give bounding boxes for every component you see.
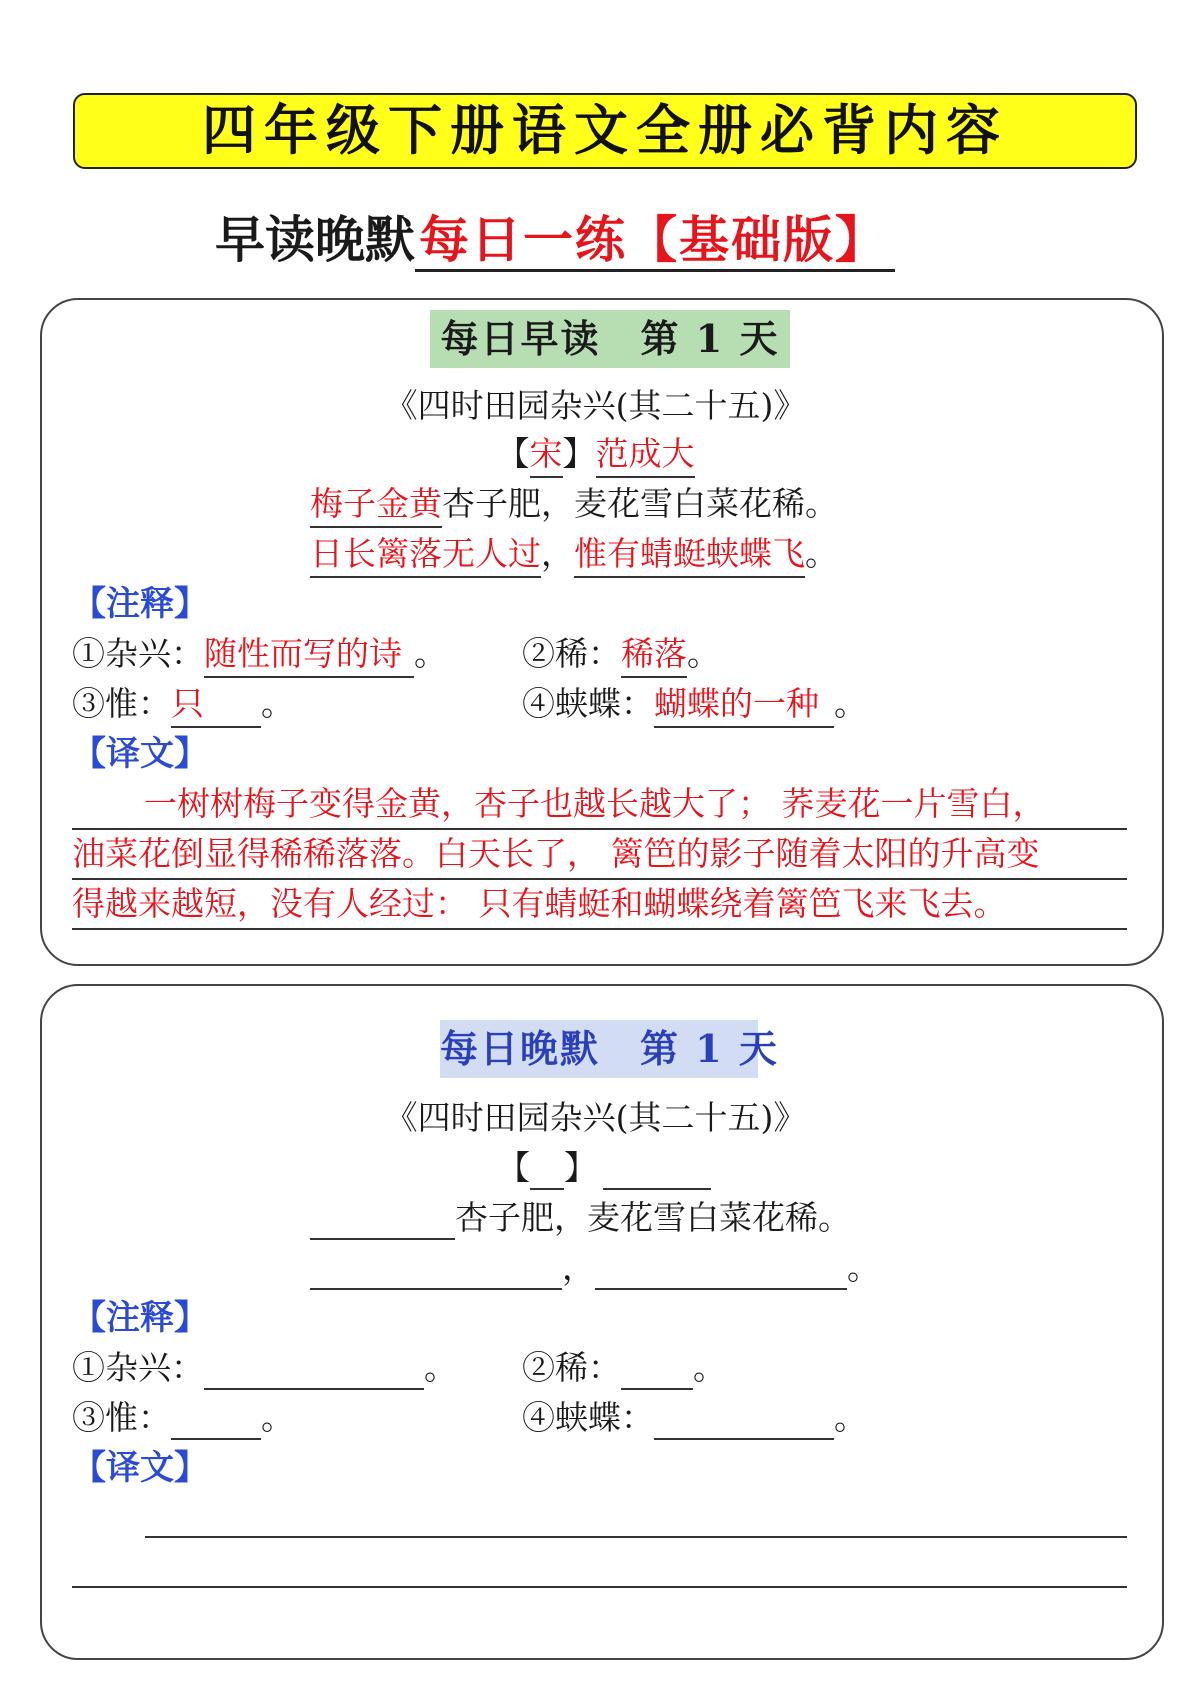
- note-4-label: ④蛱蝶：: [522, 1398, 654, 1437]
- note-2-period: 。: [693, 1348, 726, 1387]
- page-title-banner: 四年级下册语文全册必背内容: [73, 93, 1137, 169]
- morning-note-4: [522, 682, 867, 728]
- evening-poem-title: 《四时田园杂兴(其二十五)》: [384, 1098, 807, 1137]
- note-2-period: 。: [687, 634, 720, 673]
- note-3-period: 。: [261, 1398, 294, 1437]
- poem-line-1-blank[interactable]: [310, 1202, 455, 1240]
- evening-note-2: [522, 1346, 726, 1390]
- dynasty-blank[interactable]: [530, 1152, 564, 1190]
- note-2-answer: 稀落: [621, 632, 687, 678]
- note-1-label: ①杂兴：: [72, 634, 204, 673]
- note-2-label: ②稀：: [522, 1348, 621, 1387]
- poem-line-1-rest: 杏子肥，麦花雪白菜花稀。: [455, 1198, 851, 1237]
- morning-poem-line-2: [310, 532, 838, 578]
- translation-line: 一树树梅子变得金黄，杏子也越长越大了； 荞麦花一片雪白，: [72, 780, 1127, 830]
- translation-write-line[interactable]: [145, 1536, 1127, 1538]
- note-1-label: ①杂兴：: [72, 1348, 204, 1387]
- note-3-label: ③惟：: [72, 684, 171, 723]
- dynasty-open: 【: [496, 434, 530, 473]
- morning-author-line: [0, 432, 1191, 478]
- evening-note-1: [72, 1346, 457, 1390]
- morning-note-2: [522, 632, 720, 678]
- morning-poem-title: 《四时田园杂兴(其二十五)》: [384, 386, 807, 425]
- poem-line-1-rest: 杏子肥，麦花雪白菜花稀。: [442, 484, 838, 523]
- note-2-blank[interactable]: [621, 1352, 693, 1390]
- morning-notes-heading: 【注释】: [72, 584, 208, 624]
- evening-notes-heading: 【注释】: [72, 1298, 208, 1338]
- note-4-blank[interactable]: [654, 1402, 834, 1440]
- note-1-period: 。: [424, 1348, 457, 1387]
- poem-line-2-period: 。: [847, 1248, 880, 1287]
- morning-note-3: [72, 682, 294, 728]
- morning-translation: [72, 780, 1127, 930]
- dynasty-answer: 宋: [530, 432, 563, 478]
- author-blank[interactable]: [603, 1152, 711, 1190]
- dynasty-close: 】: [562, 434, 596, 473]
- evening-note-4: [522, 1396, 867, 1440]
- note-4-label: ④蛱蝶：: [522, 684, 654, 723]
- bracket-open: 【: [497, 1148, 530, 1187]
- subtitle-part2: 每日一练【基础版】: [415, 210, 895, 272]
- note-3-label: ③惟：: [72, 1398, 171, 1437]
- evening-note-3: [72, 1396, 294, 1440]
- poem-line-2-end: 。: [805, 534, 838, 573]
- poem-line-2-sep: ，: [541, 534, 574, 573]
- note-4-period: 。: [834, 1398, 867, 1437]
- note-2-label: ②稀：: [522, 634, 621, 673]
- note-3-answer: 只: [171, 682, 261, 728]
- bracket-close: 】: [564, 1148, 597, 1187]
- subtitle-part1: 早读晚默: [215, 210, 415, 269]
- morning-note-1: [72, 632, 447, 678]
- subtitle: [215, 207, 975, 277]
- note-1-blank[interactable]: [204, 1352, 424, 1390]
- poem-line-2-answer-a: 日长篱落无人过: [310, 532, 541, 578]
- note-4-period: 。: [834, 684, 867, 723]
- translation-line: 得越来越短，没有人经过： 只有蜻蜓和蝴蝶绕着篱笆飞来飞去。: [72, 880, 1127, 930]
- poem-line-1-answer: 梅子金黄: [310, 482, 442, 528]
- note-3-period: 。: [261, 684, 294, 723]
- evening-author-line: [497, 1146, 711, 1190]
- evening-dictation-card: [40, 984, 1164, 1660]
- poem-line-2-blank-a[interactable]: [310, 1252, 562, 1290]
- poem-line-2-answer-b: 惟有蜻蜓蛱蝶飞: [574, 532, 805, 578]
- note-4-answer: 蝴蝶的一种: [654, 682, 834, 728]
- evening-translation-heading: 【译文】: [72, 1448, 208, 1488]
- translation-line: 油菜花倒显得稀稀落落。白天长了， 篱笆的影子随着太阳的升高变: [72, 830, 1127, 880]
- poem-line-2-blank-b[interactable]: [595, 1252, 847, 1290]
- evening-poem-line-1: [310, 1196, 851, 1240]
- evening-day-badge: 每日晚默 第 1 天: [440, 1020, 758, 1078]
- note-1-answer: 随性而写的诗: [204, 632, 414, 678]
- evening-poem-line-2: [310, 1246, 880, 1290]
- author-answer: 范成大: [596, 432, 695, 478]
- note-3-blank[interactable]: [171, 1402, 261, 1440]
- morning-day-badge: 每日早读 第 1 天: [430, 310, 790, 368]
- translation-write-line[interactable]: [72, 1586, 1127, 1588]
- note-1-period: 。: [414, 634, 447, 673]
- poem-line-2-comma: ，: [562, 1248, 595, 1287]
- morning-poem-line-1: [310, 482, 838, 528]
- morning-translation-heading: 【译文】: [72, 734, 208, 774]
